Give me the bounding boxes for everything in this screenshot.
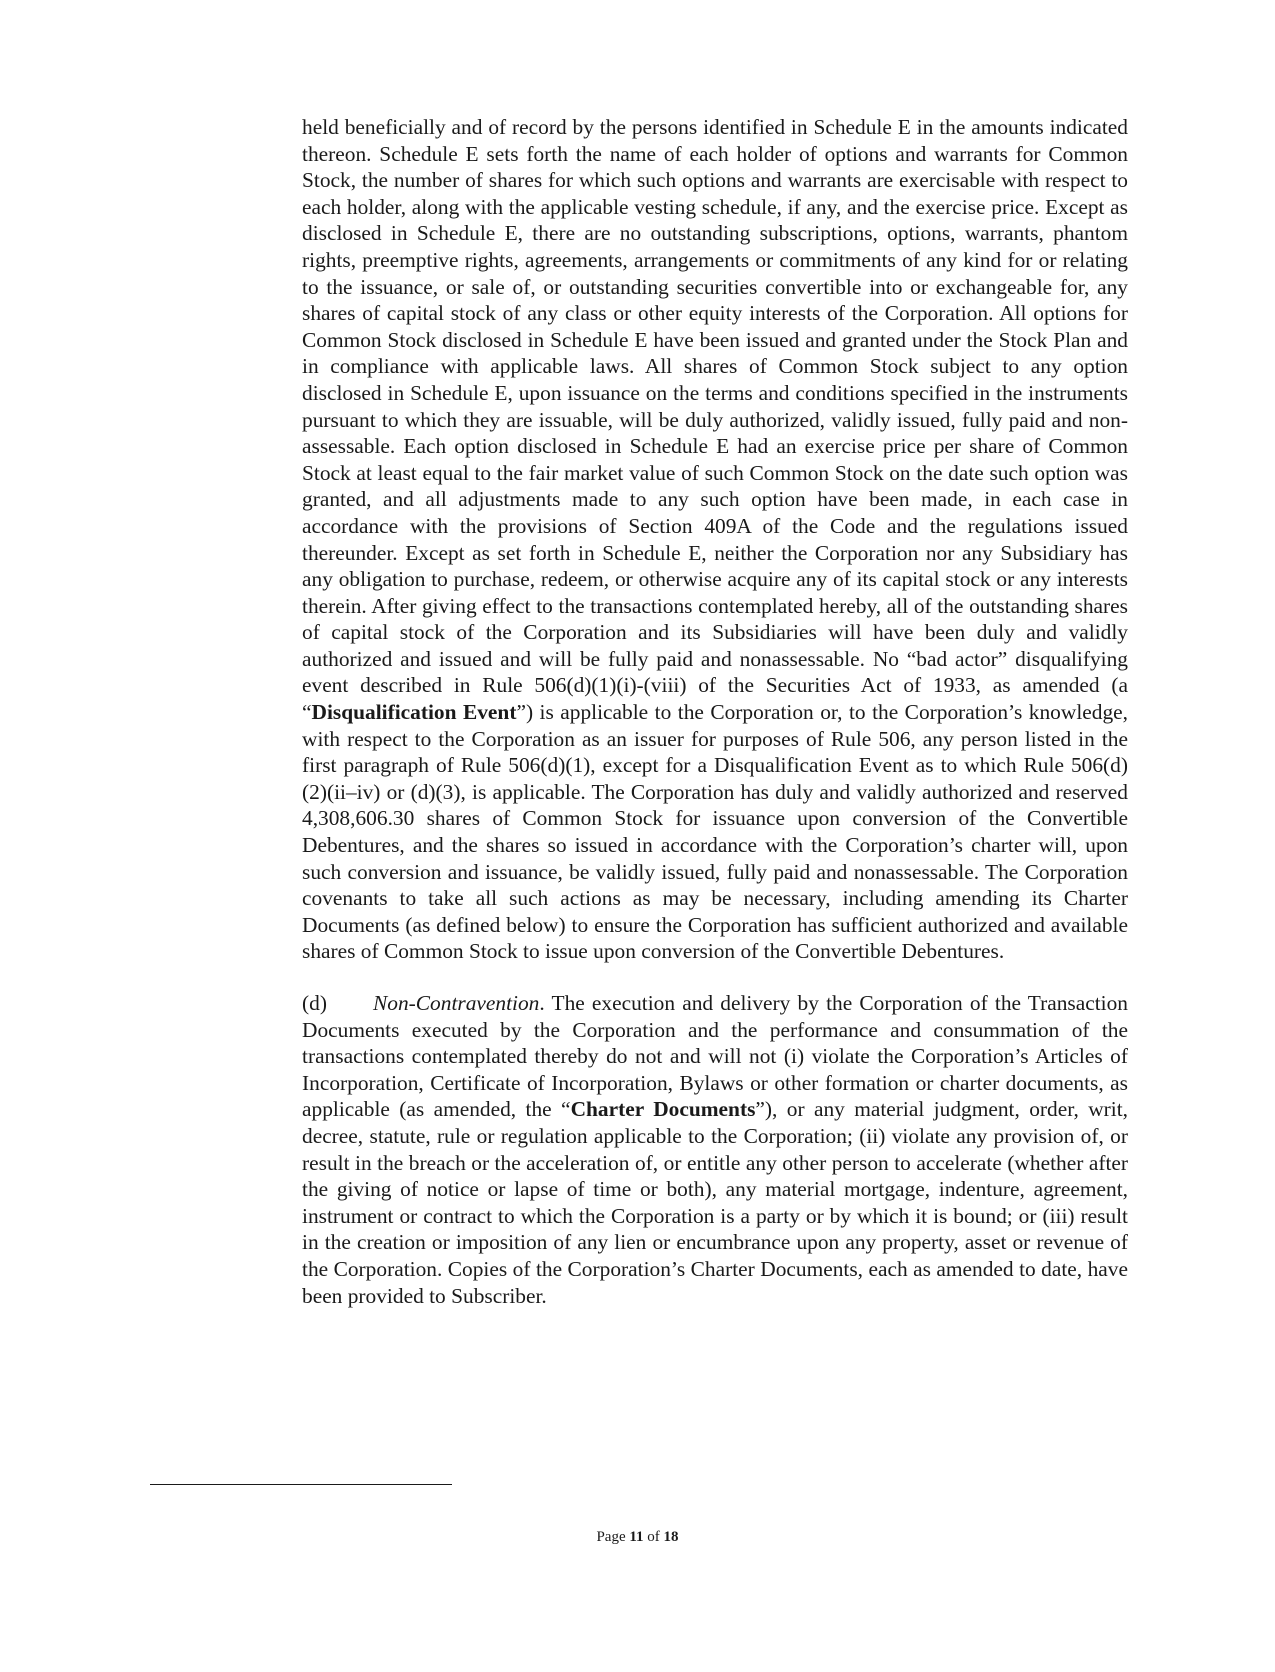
paragraph-c-continued <box>302 114 1128 965</box>
paragraph-d-heading: Non-Contravention <box>373 991 540 1015</box>
defined-term-charter-documents: Charter Documents <box>570 1097 756 1122</box>
page-number-total: 18 <box>663 1529 679 1545</box>
paragraph-d-text-2: ”), or any material judgment, order, writ, decree, statute, rule or regulation applicable to the Corporation; (ii) violate any provision of, or result in the breach or the acceleration of, or entitle any other person to accelerate (whether after the giving of notice or lapse of time or both), any material mortgage, indenture, agreement, instrument or contract to which the Corporation is a party or by which it is bound; or (iii) result in the creation or imposition of any lien or encumbrance upon any property, asset or revenue of the Corporation. Copies of the Corporation’s Charter Documents, each as amended to date, have been provided to Subscriber. <box>302 1097 1129 1308</box>
page-number-current: 11 <box>629 1529 644 1545</box>
page-number-middle: of <box>643 1529 664 1545</box>
paragraph-d-label: (d) <box>302 991 327 1015</box>
defined-term-disqualification-event: Disqualification Event <box>311 700 517 725</box>
paragraph-c-text-1: held beneficially and of record by the persons identified in Schedule E in the amounts indicated thereon. Schedule E sets forth the name of each holder of options and warrants for Common Stock, the number of shares for which such options and warrants are exercisable with respect to each holder, along with the applicable vesting schedule, if any, and the exercise price. Except as disclosed in Schedule E, there are no outstanding subscriptions, options, warrants, phantom rights, preemptive rights, agreements, arrangements or commitments of any kind for or relating to the issuance, or sale of, or outstanding securities convertible into or exchangeable for, any shares of capital stock of any class or other equity interests of the Corporation. All options for Common Stock disclosed in Schedule E have been issued and granted under the Stock Plan and in compliance with applicable laws. All shares of Common Stock subject to any option disclosed in Schedule E, upon issuance on the terms and conditions specified in the instruments pursuant to which they are issuable, will be duly authorized, validly issued, fully paid and non-assessable. Each option disclosed in Schedule E had an exercise price per share of Common Stock at least equal to the fair market value of such Common Stock on the date such option was granted, and all adjustments made to any such option have been made, in each case in accordance with the provisions of Section 409A of the Code and the regulations issued thereunder. Except as set forth in Schedule E, neither the Corporation nor any Subsidiary has any obligation to purchase, redeem, or otherwise acquire any of its capital stock or any interests therein. After giving effect to the transactions contemplated hereby, all of the outstanding shares of capital stock of the Corporation and its Subsidiaries will have been duly and validly authorized and issued and will be fully paid and nonassessable. No “bad actor” disqualifying event described in Rule 506(d)(1)(i)-(viii) of the Securities Act of 1933, as amended (a “ <box>302 115 1128 725</box>
paragraph-d <box>302 990 1128 1309</box>
paragraph-d-text-1: The execution and delivery by the Corporation of the Transaction Documents executed by the Corporation and the performance and consummation of the transactions contemplated thereby do not and will not (i) violate the Corporation’s Articles of Incorporation, Certificate of Incorporation, Bylaws or other formation or charter documents, as applicable (as amended, the “ <box>302 991 1128 1122</box>
footnote-separator <box>150 1484 452 1485</box>
paragraph-c-text-2: ”) is applicable to the Corporation or, to the Corporation’s knowledge, with respect to the Corporation as an issuer for purposes of Rule 506, any person listed in the first paragraph of Rule 506(d)(1), except for a Disqualification Event as to which Rule 506(d)(2)(ii–iv) or (d)(3), is applicable. The Corporation has duly and validly authorized and reserved 4,308,606.30 shares of Common Stock for issuance upon conversion of the Convertible Debentures, and the shares so issued in accordance with the Corporation’s charter will, upon such conversion and issuance, be validly issued, fully paid and nonassessable. The Corporation covenants to take all such actions as may be necessary, including amending its Charter Documents (as defined below) to ensure the Corporation has sufficient authorized and available shares of Common Stock to issue upon conversion of the Convertible Debentures. <box>302 700 1128 964</box>
page-number <box>0 1528 1275 1546</box>
body-text <box>302 114 1128 1309</box>
page-number-prefix: Page <box>596 1529 630 1545</box>
paragraph-d-heading-punct: . <box>539 991 545 1015</box>
